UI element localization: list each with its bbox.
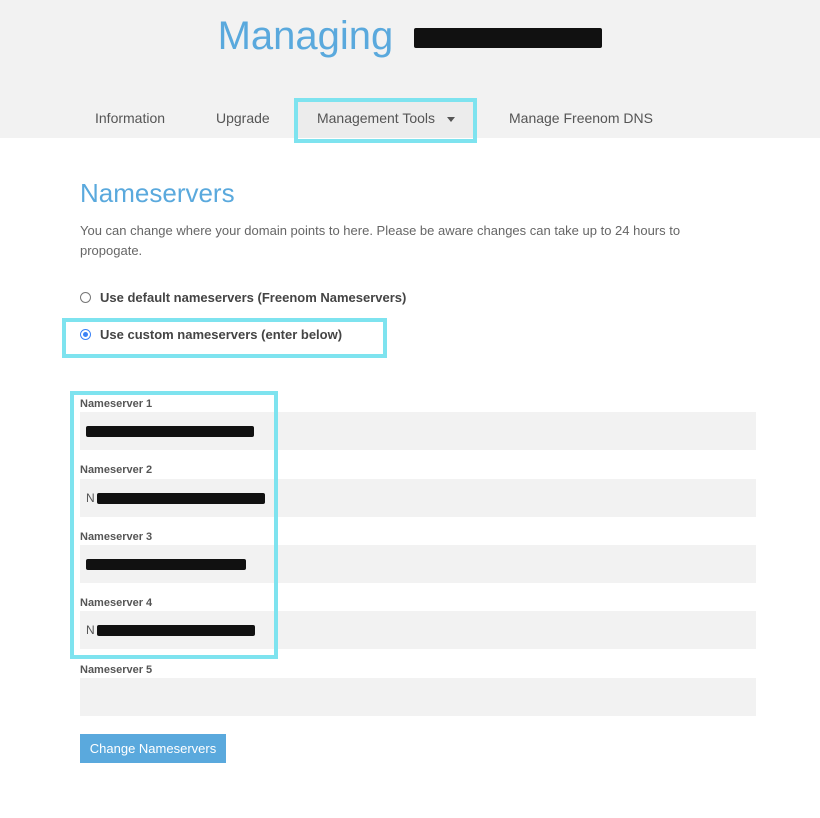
tab-bar [0, 98, 820, 138]
nameserver-1-redaction [86, 426, 254, 437]
option-default-nameservers[interactable] [80, 290, 406, 305]
page-title [0, 14, 820, 59]
change-nameservers-button[interactable]: Change Nameservers [80, 734, 226, 763]
tab-management-tools-label: Management Tools [316, 110, 436, 126]
caret-down-icon [447, 117, 455, 122]
nameserver-2-value: N [86, 491, 95, 505]
section-description: You can change where your domain points to here. Please be aware changes can take up to 24 hours to propogate. [80, 223, 681, 258]
tab-manage-freenom-dns[interactable] [509, 98, 653, 138]
nameserver-1-label: Nameserver 1 [80, 398, 153, 410]
tab-information-label: Information [95, 110, 166, 126]
nameserver-4-redaction [97, 625, 255, 636]
page-title-text: Managing [217, 14, 394, 58]
tab-information[interactable] [95, 98, 165, 138]
option-custom-nameservers[interactable] [80, 327, 342, 342]
nameserver-2-input[interactable] [80, 479, 756, 517]
tab-upgrade-label: Upgrade [216, 110, 270, 126]
nameserver-5-label: Nameserver 5 [80, 664, 153, 676]
radio-custom[interactable] [80, 329, 91, 340]
nameserver-3-redaction [86, 559, 246, 570]
section-title: Nameservers [80, 178, 235, 208]
tab-upgrade[interactable] [216, 98, 270, 138]
nameserver-3-label: Nameserver 3 [80, 531, 153, 543]
domain-redaction [414, 28, 602, 48]
nameserver-2-redaction [97, 493, 265, 504]
nameserver-1-input[interactable] [80, 412, 756, 450]
nameserver-5-input[interactable] [80, 678, 756, 716]
option-custom-label: Use custom nameservers (enter below) [100, 327, 343, 342]
nameserver-4-input[interactable] [80, 611, 756, 649]
nameserver-3-input[interactable] [80, 545, 756, 583]
nameserver-4-label: Nameserver 4 [80, 597, 153, 609]
radio-default[interactable] [80, 292, 91, 303]
tab-manage-freenom-dns-label: Manage Freenom DNS [509, 110, 653, 126]
nameserver-4-value: N [86, 623, 95, 637]
tab-management-tools[interactable] [296, 98, 476, 138]
nameserver-2-label: Nameserver 2 [80, 464, 153, 476]
option-default-label: Use default nameservers (Freenom Nameservers) [100, 290, 407, 305]
